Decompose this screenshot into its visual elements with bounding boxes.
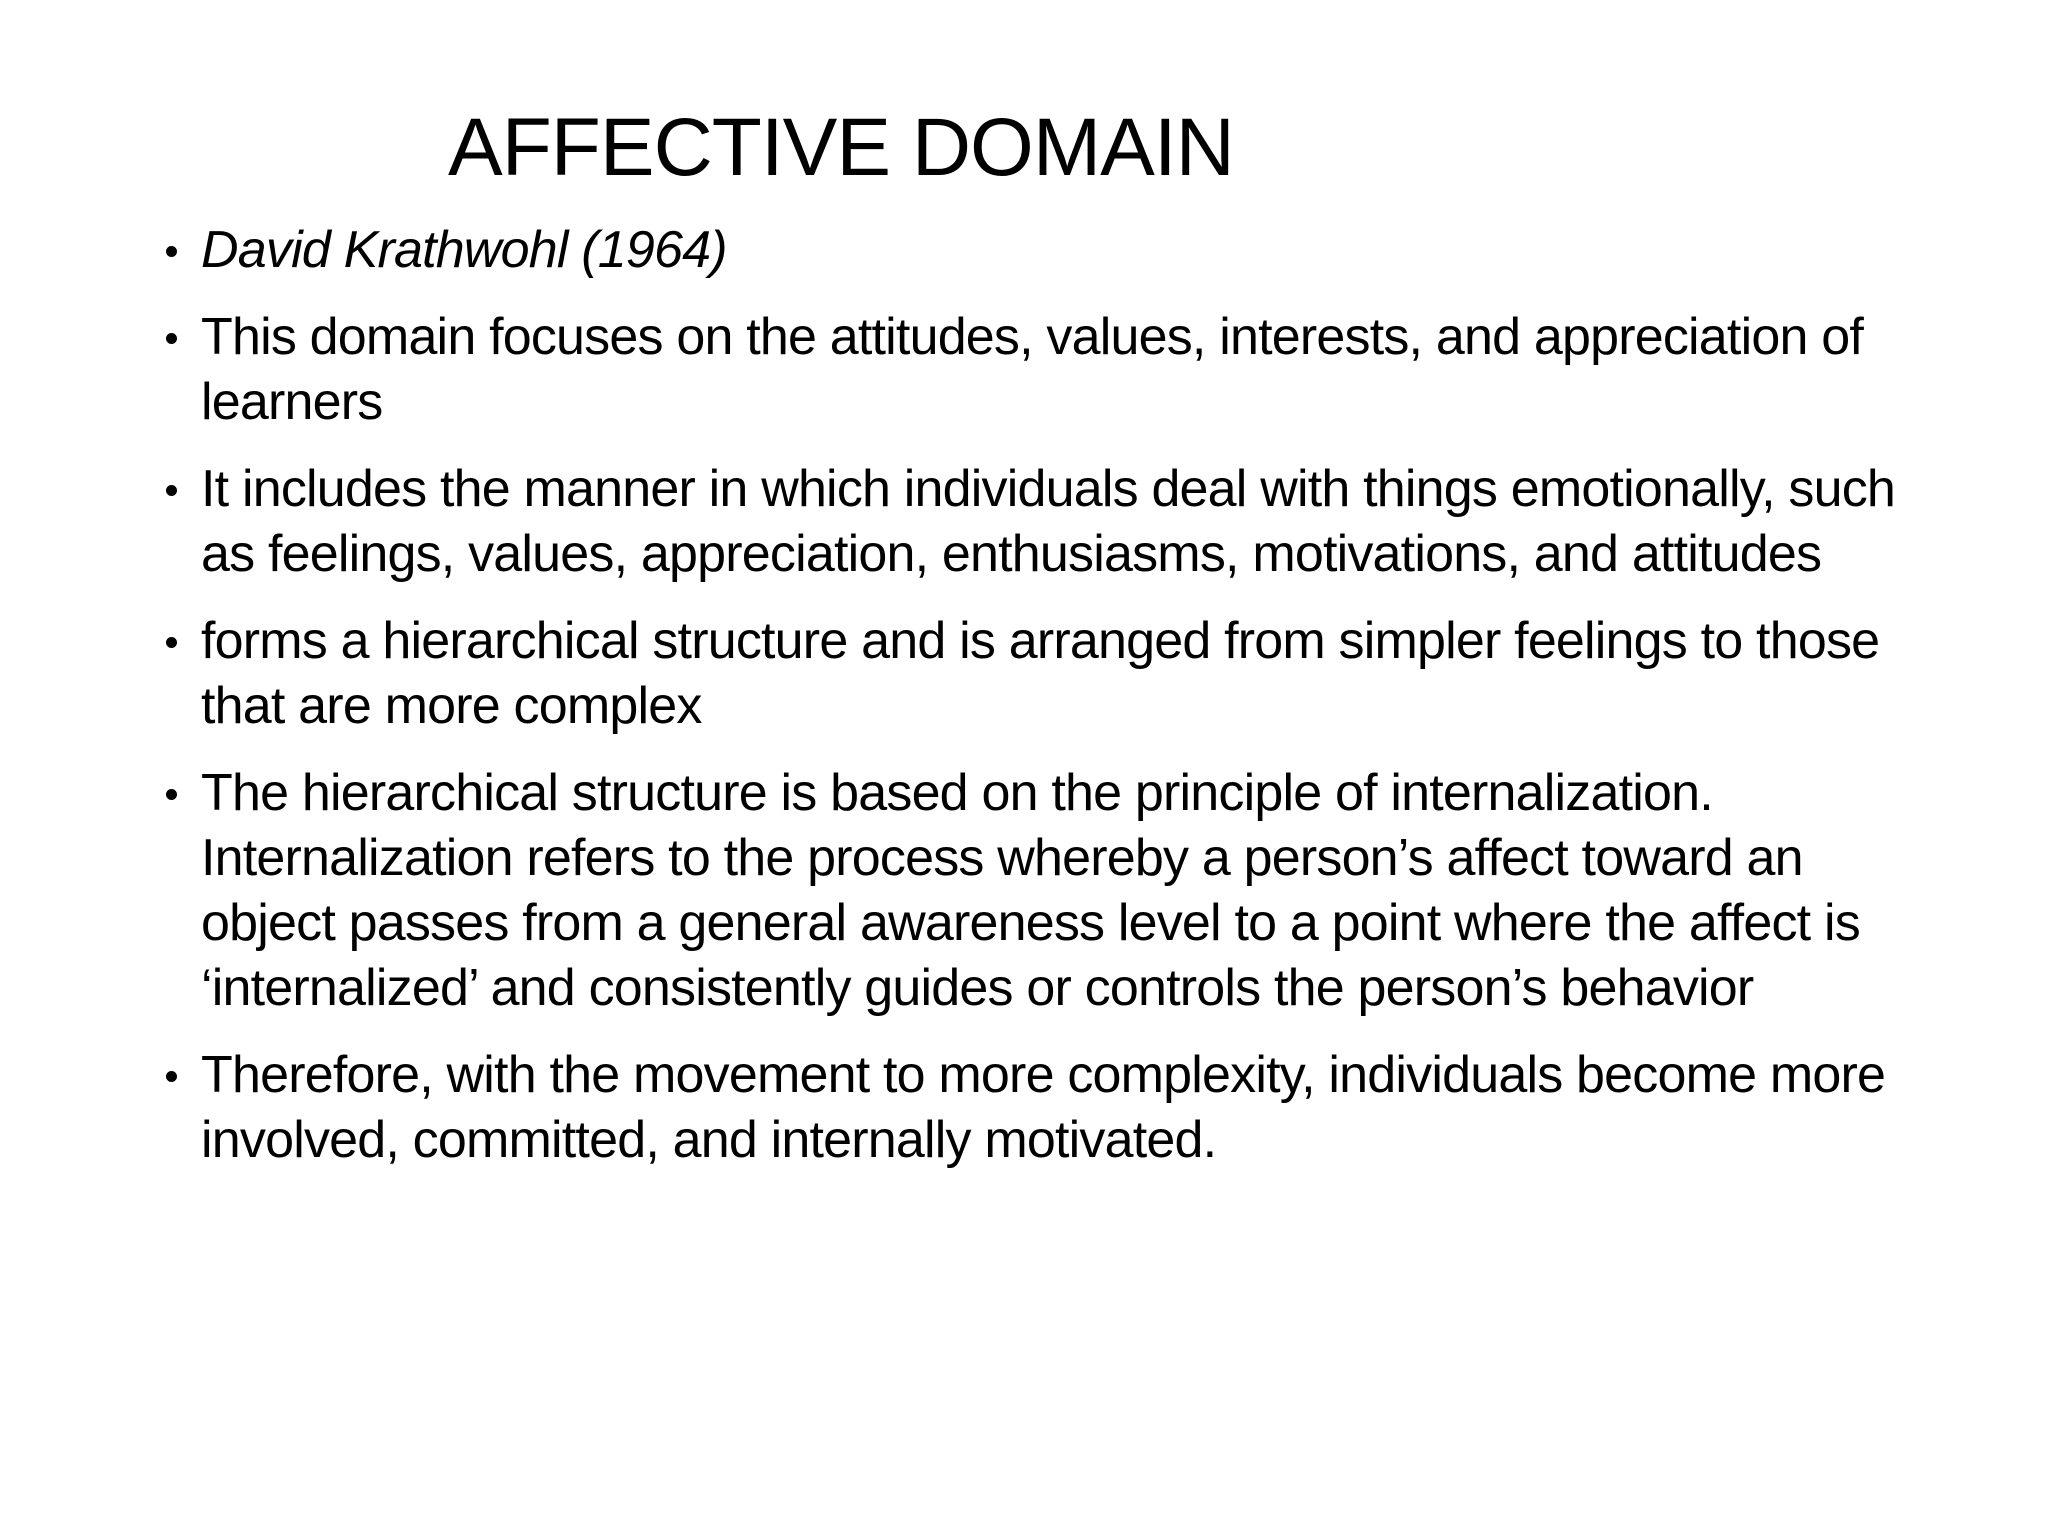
bullet-dot-icon	[166, 485, 177, 496]
bullet-item	[156, 218, 1916, 283]
bullet-text: Therefore, with the movement to more complexity, individuals become more involved, committed, and internally motivated.	[201, 1046, 1886, 1169]
bullet-text: It includes the manner in which individuals deal with things emotionally, such as feelings, values, appreciation, enthusiasms, motivations, and attitudes	[201, 460, 1896, 583]
bullet-item	[156, 457, 1916, 587]
bullet-dot-icon	[166, 789, 177, 800]
bullet-dot-icon	[166, 333, 177, 344]
bullet-text: The hierarchical structure is based on the principle of internalization. Internalization refers to the process whereby a person’s affect toward an object passes from a general awareness level to a point where the affect is ‘internalized’ and consistently guides or controls the person’s behavior	[201, 764, 1860, 1017]
bullet-dot-icon	[166, 246, 177, 257]
slide-title: AFFECTIVE DOMAIN	[448, 102, 1234, 193]
bullet-text: forms a hierarchical structure and is arranged from simpler feelings to those that are more complex	[201, 612, 1880, 735]
bullet-list	[156, 218, 1916, 1195]
bullet-item	[156, 609, 1916, 739]
bullet-item	[156, 305, 1916, 435]
bullet-item	[156, 1043, 1916, 1173]
bullet-dot-icon	[166, 1071, 177, 1082]
bullet-dot-icon	[166, 637, 177, 648]
bullet-item	[156, 761, 1916, 1021]
bullet-text: David Krathwohl (1964)	[201, 221, 727, 279]
bullet-text: This domain focuses on the attitudes, values, interests, and appreciation of learners	[201, 308, 1863, 431]
